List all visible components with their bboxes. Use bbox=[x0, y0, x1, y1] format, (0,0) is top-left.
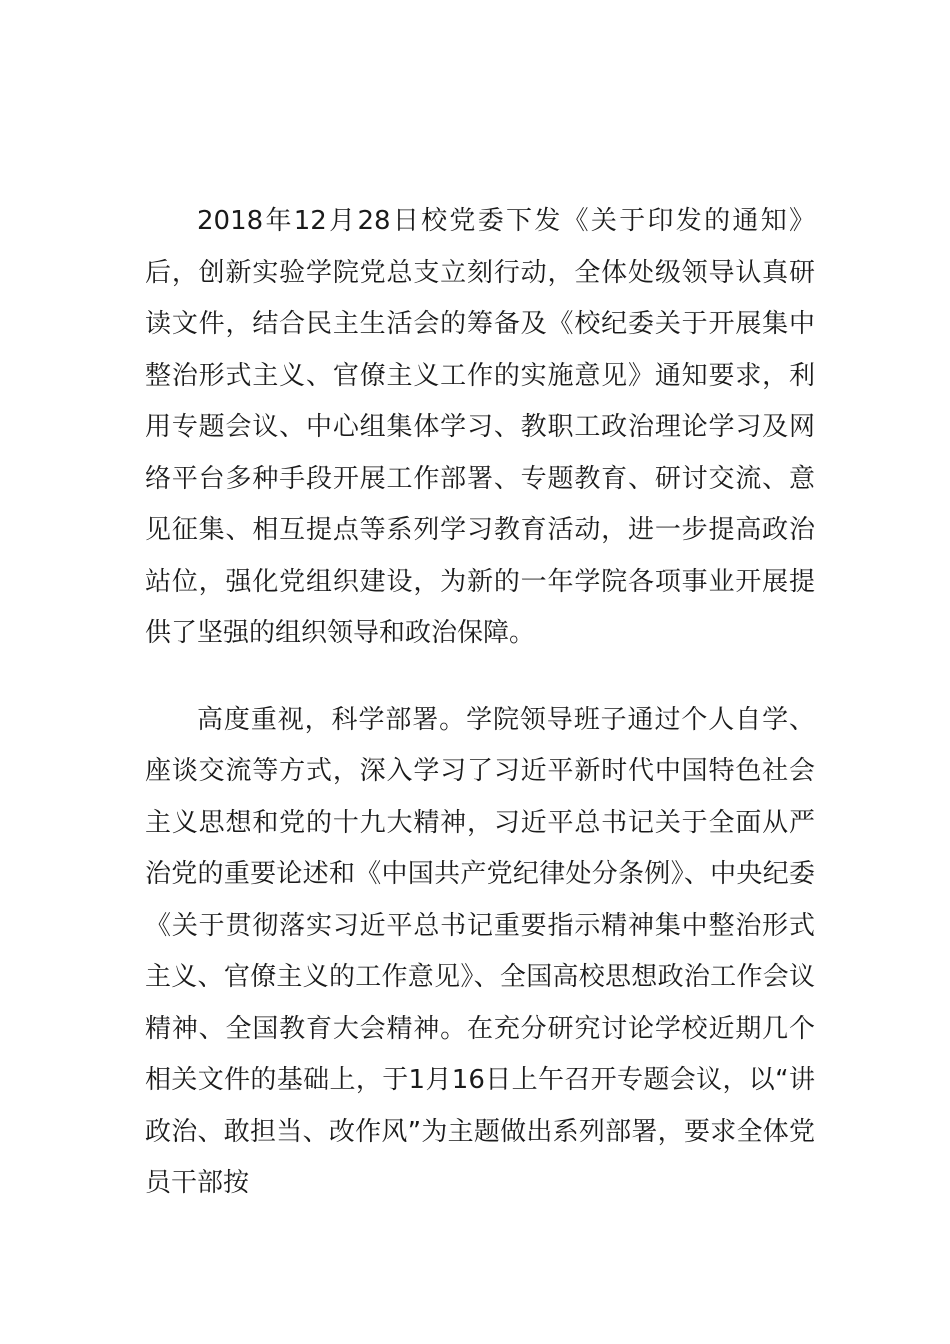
paragraph-2: 高度重视，科学部署。学院领导班子通过个人自学、座谈交流等方式，深入学习了习近平新时代中国特色社会主义思想和党的十九大精神，习近平总书记关于全面从严治党的重要论述和《中国共产党纪律处分条例》、中央纪委《关于贯彻落实习近平总书记重要指示精神集中整治形式主义、官僚主义的工作意见》、全国高校思想政治工作会议精神、全国教育大会精神。在充分研究讨论学校近期几个相关文件的基础上，于1月16日上午召开专题会议，以“讲政治、敢担当、改作风”为主题做出系列部署，要求全体党员干部按 bbox=[145, 704, 815, 1198]
document-body bbox=[145, 196, 815, 1210]
paragraph-1: 2018年12月28日校党委下发《关于印发的通知》后，创新实验学院党总支立刻行动，全体处级领导认真研读文件，结合民主生活会的筹备及《校纪委关于开展集中整治形式主义、官僚主义工作的实施意见》通知要求，利用专题会议、中心组集体学习、教职工政治理论学习及网络平台多种手段开展工作部署、专题教育、研讨交流、意见征集、相互提点等系列学习教育活动，进一步提高政治站位，强化党组织建设，为新的一年学院各项事业开展提供了坚强的组织领导和政治保障。 bbox=[145, 206, 815, 648]
